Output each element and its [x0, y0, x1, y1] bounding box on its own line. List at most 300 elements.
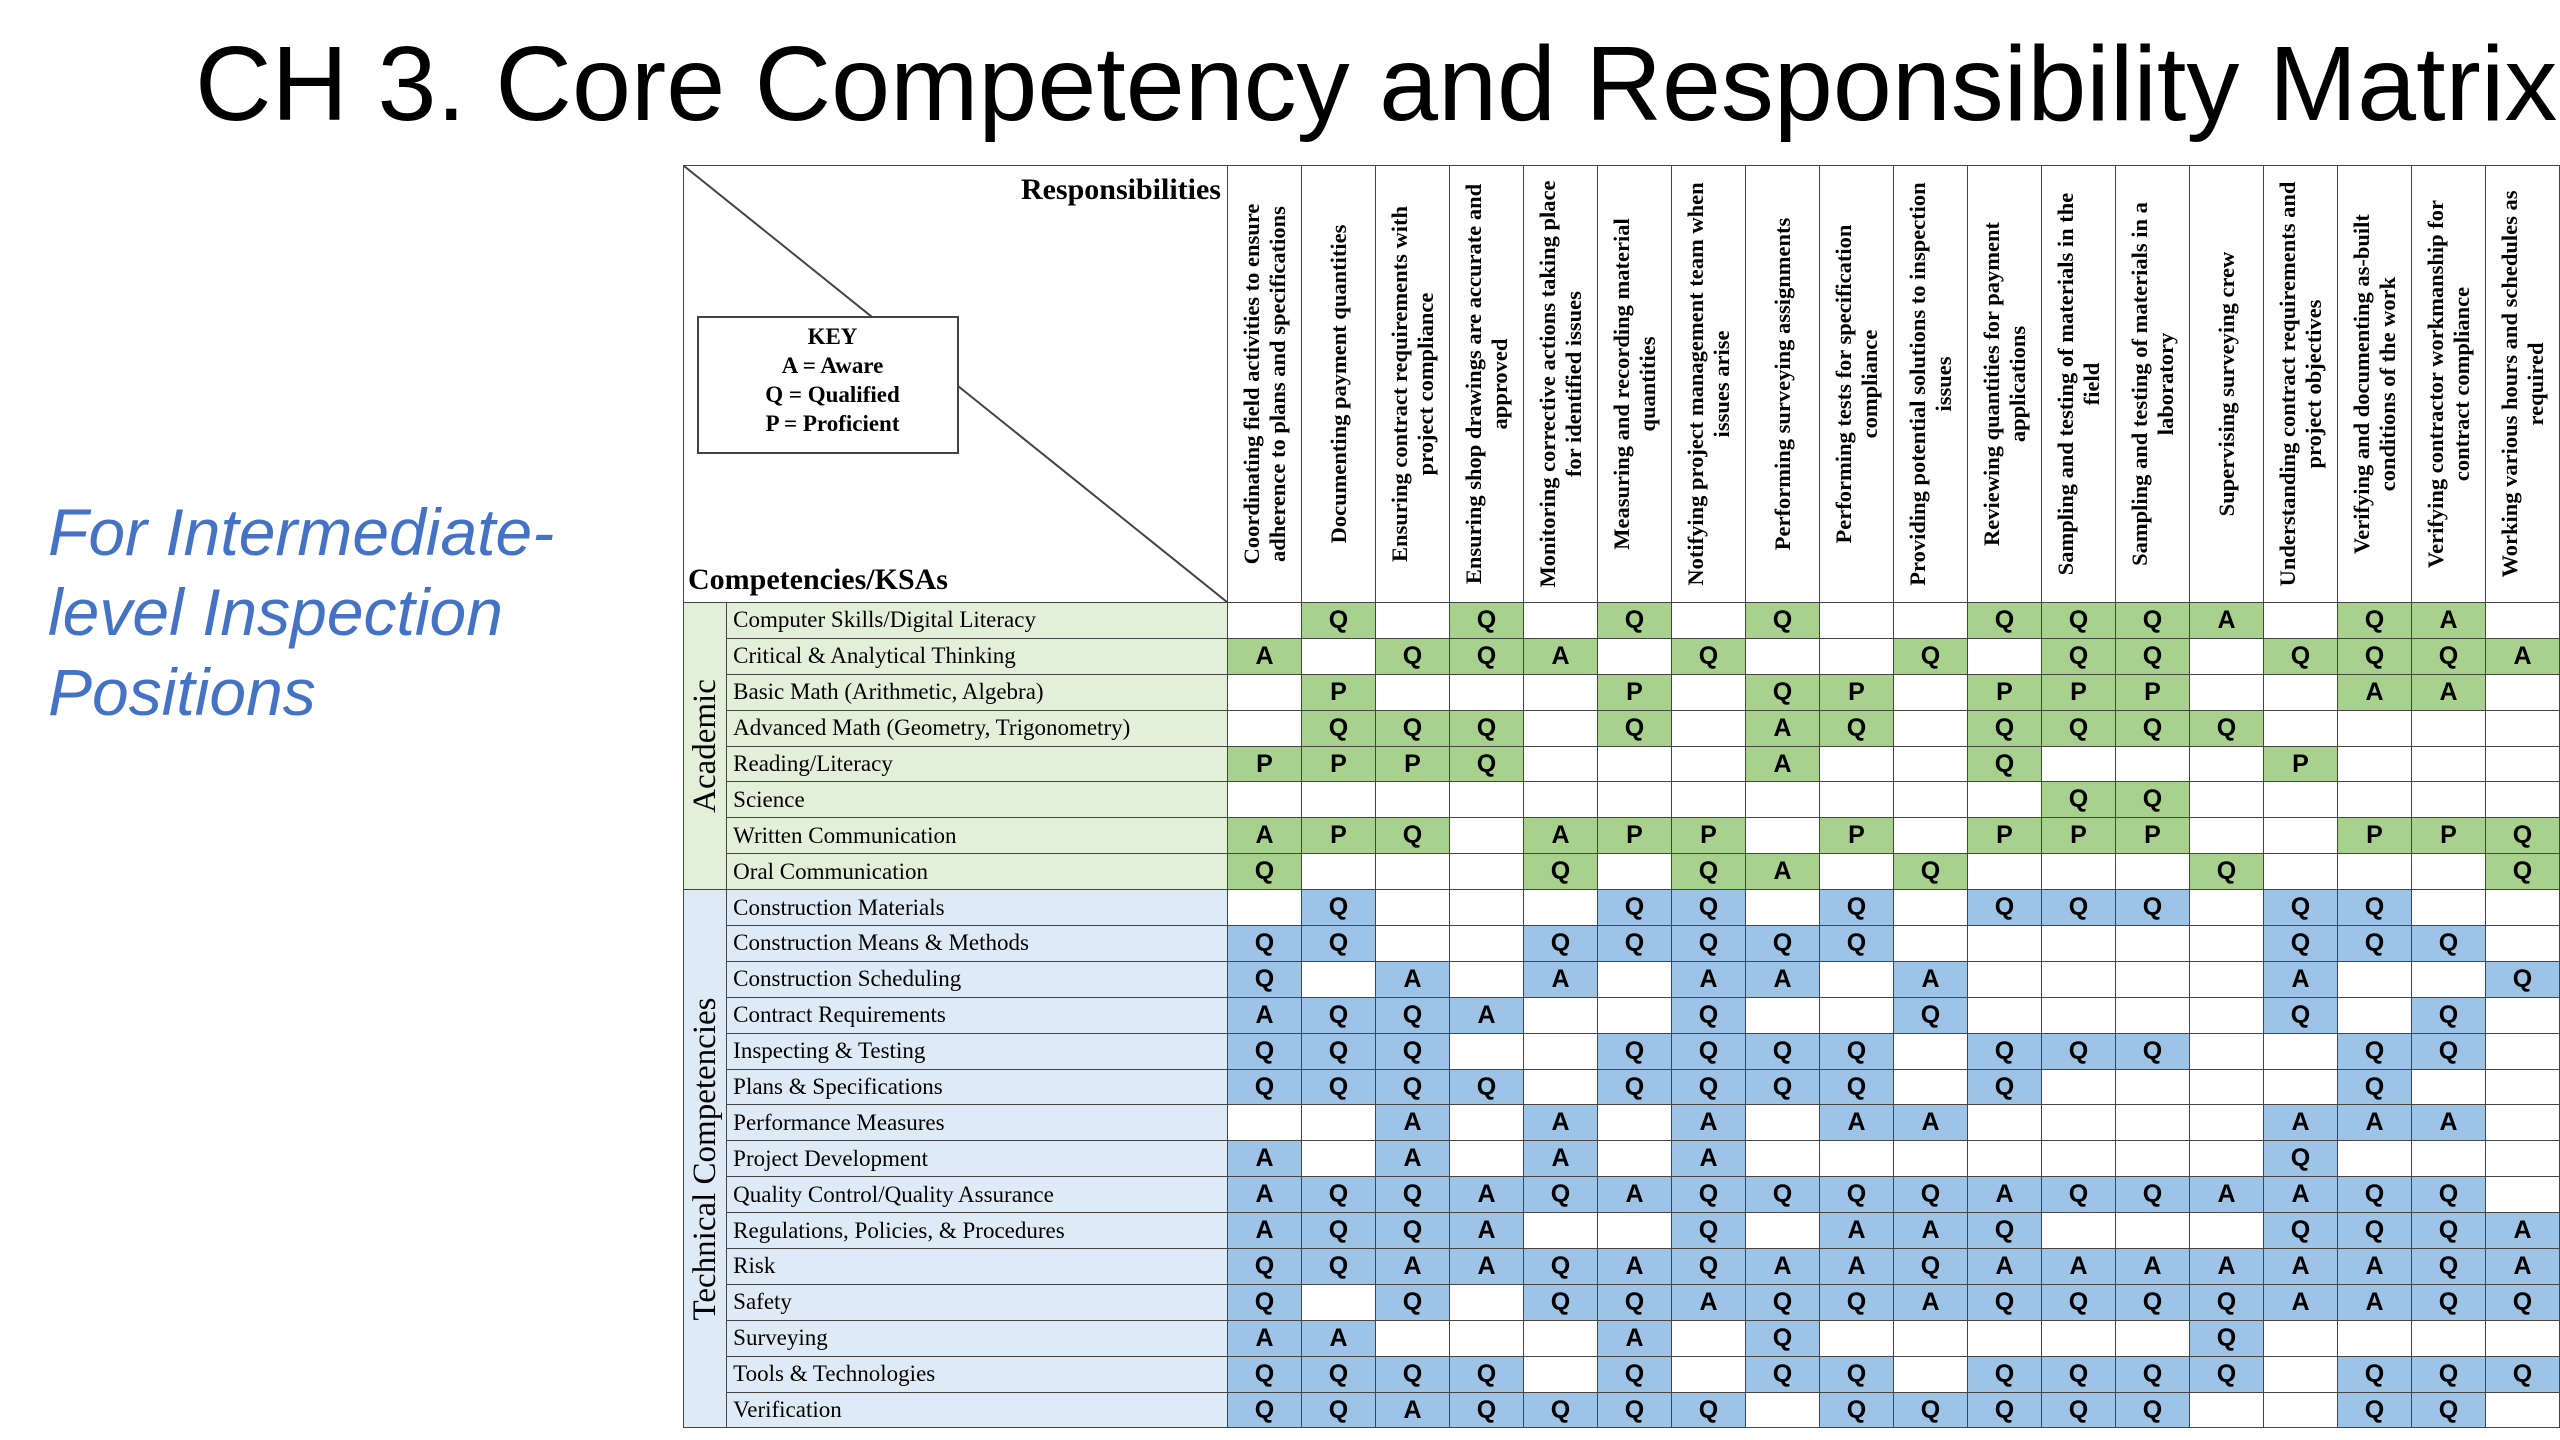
rating-cell [2189, 1392, 2263, 1428]
competency-label: Surveying [727, 1320, 1228, 1356]
rating-cell [1227, 782, 1301, 818]
rating-cell [2041, 746, 2115, 782]
rating-cell: A [1375, 1141, 1449, 1177]
rating-cell: Q [1375, 1213, 1449, 1249]
responsibility-label: Verifying contractor workmanship for contract compliance [2422, 199, 2474, 569]
rating-cell: Q [1671, 997, 1745, 1033]
responsibility-header [2115, 166, 2189, 603]
rating-cell: Q [2041, 1177, 2115, 1213]
rating-cell: Q [2411, 1213, 2485, 1249]
rating-cell: Q [1301, 997, 1375, 1033]
competency-row [684, 638, 2560, 674]
competency-label: Computer Skills/Digital Literacy [727, 603, 1228, 639]
rating-cell: Q [1375, 818, 1449, 854]
rating-cell: Q [1671, 854, 1745, 890]
responsibility-header [2041, 166, 2115, 603]
rating-cell: Q [1523, 1177, 1597, 1213]
competency-row [684, 1069, 2560, 1105]
responsibility-header [1671, 166, 1745, 603]
rating-cell: Q [1449, 1069, 1523, 1105]
rating-cell: P [1301, 674, 1375, 710]
rating-cell [2337, 961, 2411, 997]
rating-cell: Q [1671, 1177, 1745, 1213]
rating-cell [1597, 1141, 1671, 1177]
rating-cell [2485, 710, 2559, 746]
responsibility-header [1819, 166, 1893, 603]
rating-cell: Q [2337, 1213, 2411, 1249]
rating-cell: Q [1893, 1392, 1967, 1428]
competency-row [684, 782, 2560, 818]
rating-cell: Q [1967, 1033, 2041, 1069]
rating-cell: Q [1375, 1069, 1449, 1105]
rating-cell: Q [2411, 926, 2485, 962]
rating-cell [2115, 1069, 2189, 1105]
rating-cell: Q [1375, 1284, 1449, 1320]
rating-cell: A [1893, 1284, 1967, 1320]
competency-row [684, 674, 2560, 710]
rating-cell [1745, 890, 1819, 926]
rating-cell [1227, 710, 1301, 746]
rating-cell [1967, 997, 2041, 1033]
rating-cell [1597, 638, 1671, 674]
rating-cell: A [1375, 1392, 1449, 1428]
rating-cell [1819, 1320, 1893, 1356]
rating-cell: A [1375, 1105, 1449, 1141]
rating-cell: Q [1301, 710, 1375, 746]
rating-cell: A [1449, 1177, 1523, 1213]
rating-cell [2263, 1069, 2337, 1105]
rating-cell: Q [2337, 1392, 2411, 1428]
rating-cell [2115, 746, 2189, 782]
rating-cell: A [1597, 1320, 1671, 1356]
rating-cell: Q [1819, 1392, 1893, 1428]
rating-cell: Q [1967, 1284, 2041, 1320]
competency-row [684, 1320, 2560, 1356]
rating-cell [2041, 854, 2115, 890]
rating-cell [2263, 710, 2337, 746]
rating-cell [1893, 674, 1967, 710]
rating-cell: Q [2263, 638, 2337, 674]
rating-cell [1449, 1033, 1523, 1069]
rating-cell: A [2263, 1105, 2337, 1141]
subtitle-line: level Inspection [48, 575, 503, 649]
rating-cell: Q [2411, 638, 2485, 674]
rating-cell: A [1893, 1213, 1967, 1249]
rating-cell: A [2411, 603, 2485, 639]
rating-cell: A [2411, 674, 2485, 710]
rating-cell: Q [1301, 1213, 1375, 1249]
rating-cell: A [1671, 1105, 1745, 1141]
rating-cell: Q [1449, 1392, 1523, 1428]
rating-cell: A [1227, 997, 1301, 1033]
responsibility-header [1301, 166, 1375, 603]
rating-cell [2485, 997, 2559, 1033]
rating-cell [1301, 782, 1375, 818]
rating-cell: Q [1967, 1069, 2041, 1105]
rating-cell: P [1671, 818, 1745, 854]
rating-cell: Q [1671, 638, 1745, 674]
rating-cell: Q [1967, 1213, 2041, 1249]
rating-cell [1375, 782, 1449, 818]
rating-cell [1893, 710, 1967, 746]
rating-cell: Q [2115, 1033, 2189, 1069]
rating-cell [2337, 1141, 2411, 1177]
rating-cell: A [1227, 1177, 1301, 1213]
rating-cell [2189, 1033, 2263, 1069]
competency-label: Construction Scheduling [727, 961, 1228, 997]
responsibility-header [1967, 166, 2041, 603]
rating-cell: Q [2041, 1392, 2115, 1428]
rating-cell [2189, 890, 2263, 926]
rating-cell [2411, 854, 2485, 890]
rating-cell: Q [2337, 1356, 2411, 1392]
rating-cell: P [1597, 818, 1671, 854]
rating-cell: A [2041, 1249, 2115, 1285]
rating-cell: Q [1745, 1177, 1819, 1213]
rating-cell [1597, 746, 1671, 782]
rating-cell: A [1745, 710, 1819, 746]
responsibility-header [2485, 166, 2559, 603]
rating-cell [1301, 1284, 1375, 1320]
group-label: Academic [687, 679, 724, 813]
rating-cell [1449, 674, 1523, 710]
rating-cell: Q [1893, 854, 1967, 890]
rating-cell: Q [1893, 997, 1967, 1033]
rating-cell: A [1523, 818, 1597, 854]
rating-cell [1671, 710, 1745, 746]
competency-row [684, 997, 2560, 1033]
rating-cell [2189, 746, 2263, 782]
rating-cell [1893, 1141, 1967, 1177]
subtitle-line: For Intermediate- [48, 495, 555, 569]
competency-label: Reading/Literacy [727, 746, 1228, 782]
rating-cell [1227, 603, 1301, 639]
rating-cell: P [1967, 674, 2041, 710]
group-label-cell [684, 603, 727, 890]
competency-label: Risk [727, 1249, 1228, 1285]
rating-cell: Q [2337, 1177, 2411, 1213]
rating-cell: Q [1745, 926, 1819, 962]
rating-cell [2263, 603, 2337, 639]
competency-label: Science [727, 782, 1228, 818]
rating-cell: Q [1745, 1284, 1819, 1320]
responsibility-label: Coordinating field activities to ensure adherence to plans and specifications [1238, 203, 1290, 565]
rating-cell: A [1375, 1249, 1449, 1285]
rating-cell: A [1449, 997, 1523, 1033]
group-label-cell [684, 890, 727, 1428]
rating-cell: Q [2411, 1177, 2485, 1213]
rating-cell [1967, 1105, 2041, 1141]
rating-cell [2115, 1320, 2189, 1356]
rating-cell [1227, 1105, 1301, 1141]
rating-cell: P [2337, 818, 2411, 854]
rating-cell [1449, 854, 1523, 890]
rating-cell: P [2041, 818, 2115, 854]
rating-cell: Q [2263, 1213, 2337, 1249]
rating-cell: A [1375, 961, 1449, 997]
rating-cell [1301, 854, 1375, 890]
rating-cell [2263, 1033, 2337, 1069]
rating-cell: P [1819, 818, 1893, 854]
rating-cell: Q [1819, 890, 1893, 926]
rating-cell: Q [1597, 1284, 1671, 1320]
subtitle [48, 492, 648, 732]
rating-cell: Q [1301, 890, 1375, 926]
rating-cell: A [2263, 1249, 2337, 1285]
rating-cell [1893, 1033, 1967, 1069]
rating-cell [1967, 926, 2041, 962]
competency-row [684, 1105, 2560, 1141]
rating-cell [2337, 710, 2411, 746]
rating-cell [2337, 997, 2411, 1033]
rating-cell: Q [1819, 710, 1893, 746]
rating-cell: Q [2041, 782, 2115, 818]
header-row [684, 166, 2560, 603]
rating-cell [1671, 1356, 1745, 1392]
rating-cell [2411, 1141, 2485, 1177]
rating-cell: Q [2263, 926, 2337, 962]
rating-cell [1671, 603, 1745, 639]
rating-cell [2041, 1105, 2115, 1141]
responsibility-header [2337, 166, 2411, 603]
rating-cell [1301, 1105, 1375, 1141]
rating-cell [1597, 961, 1671, 997]
rating-cell [1597, 854, 1671, 890]
key-title: KEY [807, 324, 858, 349]
rating-cell [2041, 1141, 2115, 1177]
key-item-qualified: Q = Qualified [765, 382, 900, 407]
rating-cell [1523, 1320, 1597, 1356]
competency-row [684, 1213, 2560, 1249]
rating-cell: Q [2115, 1177, 2189, 1213]
rating-cell: Q [1597, 1356, 1671, 1392]
rating-cell: Q [1375, 638, 1449, 674]
subtitle-line: Positions [48, 655, 316, 729]
rating-cell [1745, 818, 1819, 854]
rating-cell [1227, 890, 1301, 926]
rating-cell: Q [2041, 638, 2115, 674]
rating-cell: A [2411, 1105, 2485, 1141]
rating-cell: Q [1375, 1033, 1449, 1069]
rating-cell [1523, 1033, 1597, 1069]
rating-cell [2485, 1320, 2559, 1356]
rating-cell [1967, 1141, 2041, 1177]
rating-cell: A [1893, 1105, 1967, 1141]
rating-cell [2041, 1213, 2115, 1249]
competency-row [684, 1141, 2560, 1177]
rating-cell [1893, 603, 1967, 639]
rating-cell [1893, 782, 1967, 818]
responsibilities-label: Responsibilities [1020, 173, 1221, 206]
rating-cell: Q [1967, 890, 2041, 926]
rating-cell: A [2485, 1249, 2559, 1285]
rating-cell [2189, 926, 2263, 962]
rating-cell [2115, 997, 2189, 1033]
competency-label: Performance Measures [727, 1105, 1228, 1141]
rating-cell: Q [1597, 926, 1671, 962]
rating-cell: Q [1671, 1033, 1745, 1069]
rating-cell [2411, 961, 2485, 997]
rating-cell [2411, 782, 2485, 818]
rating-cell [1301, 961, 1375, 997]
rating-cell: Q [2041, 710, 2115, 746]
rating-cell [2411, 1069, 2485, 1105]
rating-cell: P [2263, 746, 2337, 782]
rating-cell [2485, 1392, 2559, 1428]
rating-cell [1597, 1213, 1671, 1249]
responsibility-label: Verifying and documenting as-built conditions of the work [2348, 214, 2400, 554]
competency-label: Regulations, Policies, & Procedures [727, 1213, 1228, 1249]
competency-row [684, 1177, 2560, 1213]
rating-cell [1449, 1284, 1523, 1320]
rating-cell [1819, 854, 1893, 890]
competency-row [684, 1249, 2560, 1285]
rating-cell: Q [1745, 1356, 1819, 1392]
rating-cell [1967, 638, 2041, 674]
group-label: Technical Competencies [687, 997, 724, 1321]
rating-cell [1523, 710, 1597, 746]
rating-cell: Q [2189, 1320, 2263, 1356]
rating-cell [1449, 1105, 1523, 1141]
competency-row [684, 1284, 2560, 1320]
rating-cell [2485, 890, 2559, 926]
rating-cell [1745, 1213, 1819, 1249]
rating-cell: Q [1301, 1033, 1375, 1069]
rating-cell: Q [2189, 710, 2263, 746]
rating-cell [1967, 1320, 2041, 1356]
competency-row [684, 1392, 2560, 1428]
competency-label: Construction Materials [727, 890, 1228, 926]
rating-cell: Q [1893, 638, 1967, 674]
rating-cell [1745, 997, 1819, 1033]
rating-cell [2337, 746, 2411, 782]
rating-cell: Q [2115, 890, 2189, 926]
rating-cell: A [1227, 818, 1301, 854]
rating-cell [2263, 1356, 2337, 1392]
rating-cell: A [2263, 1177, 2337, 1213]
responsibility-header [1523, 166, 1597, 603]
rating-cell [2485, 1105, 2559, 1141]
rating-cell: A [1893, 961, 1967, 997]
rating-cell: A [1745, 854, 1819, 890]
rating-cell [1597, 1105, 1671, 1141]
rating-cell: P [2411, 818, 2485, 854]
rating-cell: Q [1375, 997, 1449, 1033]
rating-cell: Q [1301, 603, 1375, 639]
responsibility-label: Performing tests for specification compliance [1830, 224, 1882, 544]
rating-cell: Q [1301, 926, 1375, 962]
rating-cell [1893, 746, 1967, 782]
rating-cell: A [1671, 961, 1745, 997]
responsibility-label: Measuring and recording material quantities [1608, 218, 1660, 550]
responsibility-header [1449, 166, 1523, 603]
responsibility-header [2411, 166, 2485, 603]
rating-cell: P [1301, 818, 1375, 854]
rating-cell: Q [2189, 854, 2263, 890]
rating-cell [2485, 782, 2559, 818]
rating-cell: Q [2041, 1033, 2115, 1069]
competency-label: Tools & Technologies [727, 1356, 1228, 1392]
rating-cell: A [1819, 1213, 1893, 1249]
rating-cell [1671, 674, 1745, 710]
rating-cell [1523, 997, 1597, 1033]
rating-cell [1523, 746, 1597, 782]
rating-cell [1967, 854, 2041, 890]
page-title: CH 3. Core Competency and Responsibility Matrix [195, 25, 2558, 143]
rating-cell [1523, 674, 1597, 710]
rating-cell: Q [1301, 1177, 1375, 1213]
rating-cell: A [1449, 1213, 1523, 1249]
rating-cell: P [2115, 674, 2189, 710]
rating-cell: Q [1227, 1249, 1301, 1285]
rating-cell [2189, 782, 2263, 818]
rating-cell: Q [1227, 926, 1301, 962]
rating-cell: A [2263, 961, 2337, 997]
competency-label: Project Development [727, 1141, 1228, 1177]
rating-cell: Q [1375, 1177, 1449, 1213]
rating-cell [2041, 1069, 2115, 1105]
rating-cell: P [1375, 746, 1449, 782]
rating-cell [1375, 674, 1449, 710]
rating-cell: A [1819, 1249, 1893, 1285]
rating-cell: A [1597, 1249, 1671, 1285]
rating-cell: Q [1523, 926, 1597, 962]
rating-cell: A [1671, 1284, 1745, 1320]
rating-cell: A [1523, 638, 1597, 674]
rating-cell: A [1227, 638, 1301, 674]
rating-cell: A [2189, 603, 2263, 639]
rating-cell: A [1523, 1105, 1597, 1141]
rating-cell: Q [2041, 890, 2115, 926]
competency-row [684, 961, 2560, 997]
rating-cell: Q [1227, 1033, 1301, 1069]
rating-cell [1893, 1320, 1967, 1356]
rating-cell: Q [2115, 1356, 2189, 1392]
rating-cell: Q [1227, 1284, 1301, 1320]
rating-cell [2485, 1033, 2559, 1069]
rating-cell [1523, 1069, 1597, 1105]
rating-cell [2485, 746, 2559, 782]
rating-cell: Q [1967, 746, 2041, 782]
rating-cell: Q [1745, 603, 1819, 639]
competency-label: Critical & Analytical Thinking [727, 638, 1228, 674]
rating-cell: A [1227, 1141, 1301, 1177]
rating-cell [1449, 961, 1523, 997]
rating-cell [1893, 1069, 1967, 1105]
competency-row [684, 1033, 2560, 1069]
rating-cell: Q [1671, 1249, 1745, 1285]
responsibility-label: Supervising surveying crew [2213, 251, 2239, 517]
rating-cell [1449, 1320, 1523, 1356]
competencies-label: Competencies/KSAs [688, 563, 948, 596]
competency-label: Contract Requirements [727, 997, 1228, 1033]
rating-cell: Q [2189, 1284, 2263, 1320]
rating-cell: Q [1745, 1320, 1819, 1356]
competency-row [684, 818, 2560, 854]
rating-cell [2337, 854, 2411, 890]
rating-cell: Q [1301, 1069, 1375, 1105]
competency-label: Advanced Math (Geometry, Trigonometry) [727, 710, 1228, 746]
responsibility-label: Working various hours and schedules as required [2496, 190, 2548, 578]
rating-cell [2263, 674, 2337, 710]
competency-row [684, 1356, 2560, 1392]
rating-cell: Q [1893, 1249, 1967, 1285]
rating-cell: Q [1893, 1177, 1967, 1213]
responsibility-label: Reviewing quantities for payment applications [1978, 222, 2030, 546]
rating-cell: Q [1301, 1356, 1375, 1392]
rating-cell [1671, 746, 1745, 782]
rating-cell: A [1523, 1141, 1597, 1177]
